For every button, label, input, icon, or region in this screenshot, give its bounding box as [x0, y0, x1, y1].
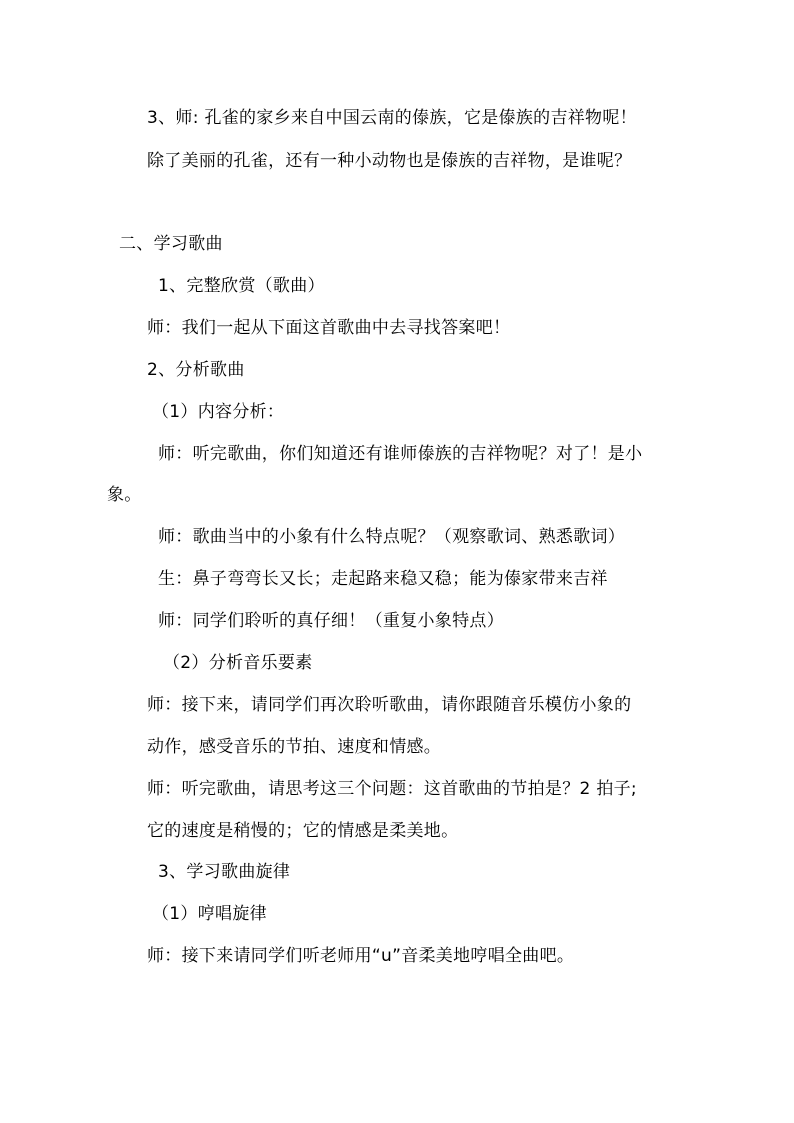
substep-hum-melody: （1）哼唱旋律: [152, 904, 267, 924]
substep-content-analysis: （1）内容分析：: [152, 402, 285, 422]
step-analyze-song: 2、分析歌曲: [147, 360, 245, 380]
substep-music-elements: （2）分析音乐要素: [163, 653, 313, 673]
paragraph-teacher-peacock-intro: 3、师: 孔雀的家乡来自中国云南的傣族，它是傣族的吉祥物呢！: [147, 108, 637, 128]
paragraph-three-questions: 师：听完歌曲，请思考这三个问题：这首歌曲的节拍是？2 拍子;: [147, 779, 637, 799]
paragraph-student-answer: 生：鼻子弯弯长又长；走起路来稳又稳；能为傣家带来吉祥: [158, 569, 608, 589]
section-heading-learn-song: 二、学习歌曲: [119, 234, 223, 254]
paragraph-listen-again-continuation: 动作，感受音乐的节拍、速度和情感。: [147, 737, 442, 757]
paragraph-peacock-question: 除了美丽的孔雀，还有一种小动物也是傣族的吉祥物，是谁呢？: [147, 151, 632, 171]
step-complete-appreciation: 1、完整欣赏（歌曲）: [158, 276, 325, 296]
paragraph-teacher-praise: 师：同学们聆听的真仔细！（重复小象特点）: [158, 611, 504, 631]
paragraph-after-listening: 师：听完歌曲，你们知道还有谁师傣族的吉祥物呢？对了！是小: [158, 444, 643, 464]
paragraph-teacher-hum: 师：接下来请同学们听老师用“u”音柔美地哼唱全曲吧。: [147, 946, 575, 966]
step-learn-melody: 3、学习歌曲旋律: [158, 862, 291, 882]
paragraph-elephant-continuation: 象。: [107, 485, 142, 505]
paragraph-find-answer: 师：我们一起从下面这首歌曲中去寻找答案吧！: [147, 318, 511, 338]
paragraph-elephant-features-question: 师：歌曲当中的小象有什么特点呢？（观察歌词、熟悉歌词）: [158, 527, 626, 547]
paragraph-listen-again: 师：接下来，请同学们再次聆听歌曲，请你跟随音乐模仿小象的: [147, 695, 632, 715]
paragraph-tempo-emotion: 它的速度是稍慢的；它的情感是柔美地。: [147, 821, 459, 841]
